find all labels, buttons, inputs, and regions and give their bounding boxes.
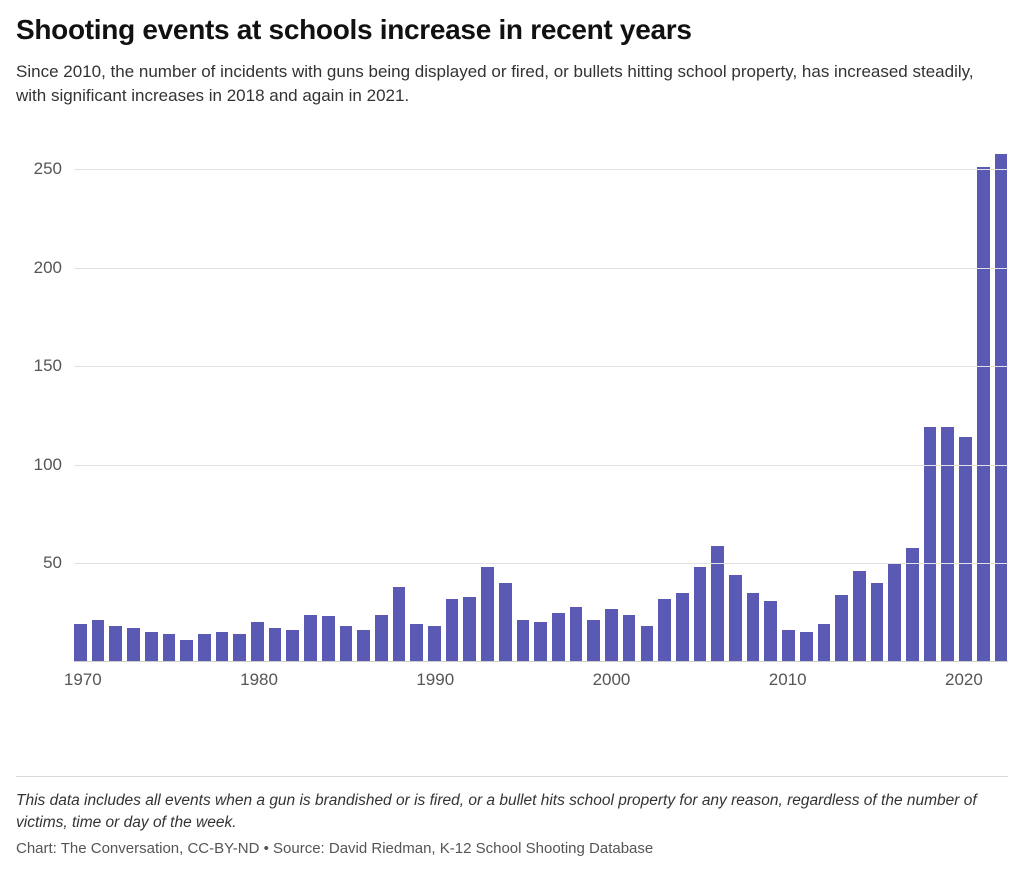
x-axis-tick-2010: 2010: [768, 669, 807, 689]
bar: [623, 615, 636, 662]
footer-divider: [16, 776, 1008, 777]
y-axis-tick-50: 50: [43, 553, 62, 573]
bar: [570, 607, 583, 662]
y-axis-tick-100: 100: [33, 454, 62, 474]
bar: [251, 622, 264, 661]
gridline: [74, 169, 1008, 170]
x-axis-tick-1970: 1970: [63, 669, 102, 689]
bar: [587, 620, 600, 661]
bar: [410, 624, 423, 661]
y-axis-tick-250: 250: [33, 159, 62, 179]
bar: [835, 595, 848, 662]
bar: [109, 626, 122, 661]
bar: [729, 575, 742, 662]
bar: [499, 583, 512, 662]
bar: [995, 154, 1008, 662]
page-title: Shooting events at schools increase in recent years: [16, 14, 692, 45]
chart-credit: Chart: The Conversation, CC-BY-ND • Source: David Riedman, K-12 School Shooting Database: [16, 840, 654, 857]
chart-note: This data includes all events when a gun is brandished or is fired, or a bullet hits school property for any reason, regardless of the number of victims, time or day of the week.: [16, 792, 977, 832]
x-axis-tick-1980: 1980: [240, 669, 278, 689]
page-subtitle: Since 2010, the number of incidents with guns being displayed or fired, or bullets hitting school property, has increased steadily, with significant increases in 2018 and again in 2021.: [16, 62, 974, 105]
bar: [375, 615, 388, 662]
gridline: [74, 366, 1008, 367]
bar: [871, 583, 884, 662]
bar: [888, 563, 901, 661]
bar: [463, 597, 476, 662]
y-axis-labels: [16, 140, 74, 662]
bar: [446, 599, 459, 662]
bar-series: [74, 140, 1008, 662]
bar: [322, 616, 335, 661]
bar: [340, 626, 353, 661]
bar: [393, 587, 406, 662]
bar: [163, 634, 176, 662]
bar: [694, 567, 707, 662]
gridline: [74, 563, 1008, 564]
bar: [534, 622, 547, 661]
bar: [941, 427, 954, 661]
y-axis-tick-150: 150: [33, 356, 62, 376]
bar: [198, 634, 211, 662]
bar: [959, 437, 972, 662]
bar: [127, 628, 140, 661]
bar: [764, 601, 777, 662]
bar: [641, 626, 654, 661]
bar: [782, 630, 795, 662]
bar: [924, 427, 937, 661]
bar: [145, 632, 158, 662]
chart-page: [0, 14, 1024, 870]
bar: [304, 615, 317, 662]
bar: [676, 593, 689, 662]
bar: [357, 630, 370, 662]
bar: [906, 548, 919, 662]
gridline: [74, 268, 1008, 269]
bar: [552, 613, 565, 662]
bar: [428, 626, 441, 661]
bar: [269, 628, 282, 661]
y-axis-tick-200: 200: [33, 257, 62, 277]
bar-chart: [16, 130, 1008, 710]
gridline: [74, 465, 1008, 466]
bar: [216, 632, 229, 662]
bar: [233, 634, 246, 662]
bar: [74, 624, 87, 661]
bar: [800, 632, 813, 662]
bar: [747, 593, 760, 662]
bar: [517, 620, 530, 661]
bar: [605, 609, 618, 662]
bar: [818, 624, 831, 661]
x-axis-tick-2020: 2020: [945, 669, 983, 689]
bar: [180, 640, 193, 662]
x-axis-line: [74, 661, 1008, 662]
x-axis-labels: [63, 669, 1008, 700]
bar: [481, 567, 494, 662]
bar: [853, 571, 866, 662]
bar: [658, 599, 671, 662]
bar: [92, 620, 105, 661]
x-axis-tick-2000: 2000: [592, 669, 631, 689]
plot-area: [74, 140, 1008, 662]
bar: [286, 630, 299, 662]
x-axis-tick-1990: 1990: [416, 669, 455, 689]
bar: [977, 167, 990, 661]
